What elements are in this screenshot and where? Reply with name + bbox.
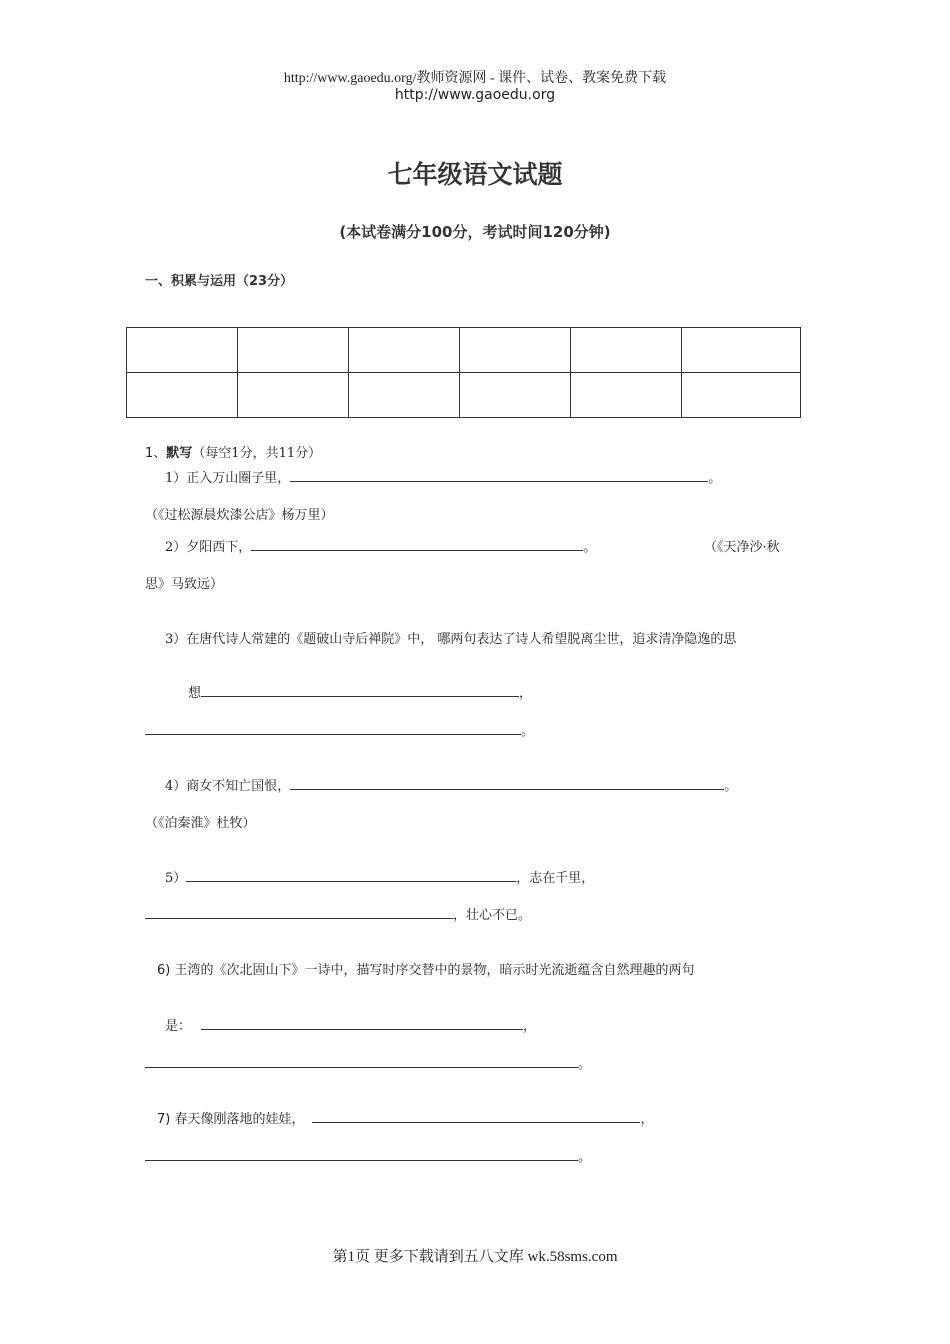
item-7-comma: ， — [640, 1112, 654, 1127]
item-3-prefix: 想 — [188, 686, 202, 701]
item-3-line-2 — [145, 720, 534, 739]
item-7-line-2 — [145, 1146, 591, 1165]
item-5-line-1 — [165, 867, 594, 886]
answer-blank[interactable] — [145, 1146, 578, 1161]
item-2-end: 。 — [583, 540, 597, 555]
item-1-source: （《过松源晨炊漆公店》杨万里） — [145, 508, 334, 523]
table-cell — [238, 328, 349, 373]
table-cell — [571, 373, 682, 418]
answer-blank[interactable] — [312, 1108, 640, 1123]
item-6-line-2 — [145, 1053, 591, 1072]
item-1 — [165, 467, 721, 486]
question-number: 1、 — [145, 446, 167, 461]
table-cell — [349, 328, 460, 373]
table-cell — [127, 328, 238, 373]
item-6-text: 6) 王湾的《次北固山下》一诗中，描写时序交替中的景物，暗示时光流逝蕴含自然理趣的两句 — [157, 963, 695, 978]
item-2-prefix: 2）夕阳西下， — [165, 540, 252, 555]
answer-blank[interactable] — [145, 904, 453, 919]
answer-blank[interactable] — [186, 867, 516, 882]
table-row — [127, 373, 801, 418]
item-5-prefix: 5） — [165, 871, 187, 886]
item-6-comma: ， — [523, 1019, 537, 1034]
table-cell — [460, 373, 571, 418]
answer-blank[interactable] — [251, 536, 583, 551]
item-6-end: 。 — [578, 1057, 592, 1072]
item-4 — [165, 775, 737, 794]
item-2-source-b: 思》马致远） — [145, 577, 224, 592]
table-row — [127, 328, 801, 373]
question-label: 默写 — [166, 446, 193, 461]
answer-blank[interactable] — [201, 1015, 523, 1030]
table-cell — [349, 373, 460, 418]
answer-blank[interactable] — [145, 1053, 578, 1068]
table-cell — [682, 328, 801, 373]
table-cell — [682, 373, 801, 418]
table-cell — [460, 328, 571, 373]
item-4-prefix: 4）商女不知亡国恨， — [165, 779, 291, 794]
item-6-line-1 — [165, 1015, 536, 1034]
page-title: 七年级语文试题 — [387, 160, 563, 189]
page-subtitle: (本试卷满分100分，考试时间120分钟) — [339, 223, 611, 241]
answer-blank[interactable] — [290, 467, 708, 482]
item-2-source-a: （《天净沙·秋 — [704, 540, 780, 555]
item-5-mid: ，志在千里， — [516, 871, 595, 886]
table-cell — [127, 373, 238, 418]
page-footer: 第1页 更多下载请到五八文库 wk.58sms.com — [332, 1249, 618, 1265]
item-5-end: ，壮心不已。 — [453, 908, 532, 923]
header-line-2: http://www.gaoedu.org — [394, 87, 556, 103]
header-line-1: http://www.gaoedu.org/教师资源网 - 课件、试卷、教案免费下载 — [283, 71, 667, 86]
table-cell — [238, 373, 349, 418]
item-7-line-1 — [157, 1108, 654, 1127]
item-3-comma: ， — [519, 686, 533, 701]
score-table — [126, 327, 801, 418]
item-6-prefix: 是： — [165, 1019, 192, 1034]
item-3-text: 3）在唐代诗人常建的《题破山寺后禅院》中， 哪两句表达了诗人希望脱离尘世，追求清净隐逸的思 — [165, 632, 737, 647]
answer-blank[interactable] — [290, 775, 724, 790]
item-7-end: 。 — [578, 1150, 592, 1165]
question-1-heading — [145, 442, 321, 461]
item-1-prefix: 1）正入万山圈子里， — [165, 471, 291, 486]
item-7-prefix: 7) 春天像刚落地的娃娃， — [157, 1112, 305, 1127]
question-note: （每空1分，共11分） — [192, 446, 322, 461]
item-1-end: 。 — [708, 471, 722, 486]
item-3-line-1 — [188, 682, 532, 701]
answer-blank[interactable] — [201, 682, 519, 697]
item-4-source: （《泊秦淮》杜牧） — [145, 816, 256, 831]
table-cell — [571, 328, 682, 373]
item-5-line-2 — [145, 904, 531, 923]
item-2 — [165, 536, 596, 555]
item-4-end: 。 — [724, 779, 738, 794]
item-3-end: 。 — [521, 724, 535, 739]
section-heading: 一、积累与运用（23分） — [145, 274, 294, 289]
answer-blank[interactable] — [145, 720, 521, 735]
